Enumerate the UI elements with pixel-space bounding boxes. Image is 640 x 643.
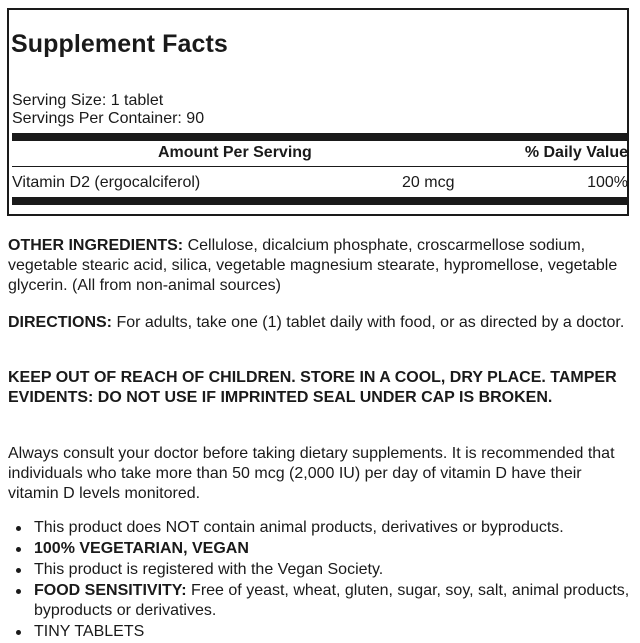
list-item: FOOD SENSITIVITY: Free of yeast, wheat, gluten, sugar, soy, salt, animal products, byproducts or derivatives. — [34, 581, 640, 621]
amount-per-serving-header: Amount Per Serving — [158, 144, 312, 161]
facts-divider-thin — [12, 166, 628, 167]
warning-text: KEEP OUT OF REACH OF CHILDREN. STORE IN A COOL, DRY PLACE. TAMPER EVIDENTS: DO NOT USE IF IMPRINTED SEAL UNDER CAP IS BROKEN. — [8, 369, 617, 406]
nutrient-amount: 20 mcg — [402, 174, 455, 191]
advisory-text: Always consult your doctor before taking dietary supplements. It is recommended that individuals who take more than 50 mcg (2,000 IU) per day of vitamin D have their vitamin D levels monitored. — [8, 445, 615, 502]
facts-divider-bottom — [12, 197, 628, 205]
nutrient-daily-value: 100% — [587, 174, 628, 191]
directions-text: For adults, take one (1) tablet daily with food, or as directed by a doctor. — [112, 314, 625, 331]
list-item: TINY TABLETS — [34, 622, 640, 642]
list-item: This product is registered with the Vegan Society. — [34, 560, 640, 580]
other-ingredients-label: OTHER INGREDIENTS: — [8, 237, 184, 254]
nutrient-name: Vitamin D2 (ergocalciferol) — [12, 174, 201, 191]
servings-per-container: Servings Per Container: 90 — [12, 110, 205, 127]
other-ingredients — [8, 236, 633, 296]
list-item: This product does NOT contain animal products, derivatives or byproducts. — [34, 518, 640, 538]
serving-size: Serving Size: 1 tablet — [12, 92, 164, 109]
supplement-facts-title: Supplement Facts — [11, 30, 228, 58]
other-ingredients-text: Cellulose, dicalcium phosphate, croscarmellose sodium, vegetable stearic acid, silica, vegetable magnesium stearate, hypromellose, vegetable glycerin. (All from non-animal sources) — [8, 237, 618, 294]
directions — [8, 313, 633, 333]
facts-divider-thick — [12, 133, 628, 141]
list-item: 100% VEGETARIAN, VEGAN — [34, 539, 640, 559]
directions-label: DIRECTIONS: — [8, 314, 112, 331]
daily-value-header: % Daily Value — [524, 144, 628, 161]
product-claims-list — [8, 518, 640, 643]
